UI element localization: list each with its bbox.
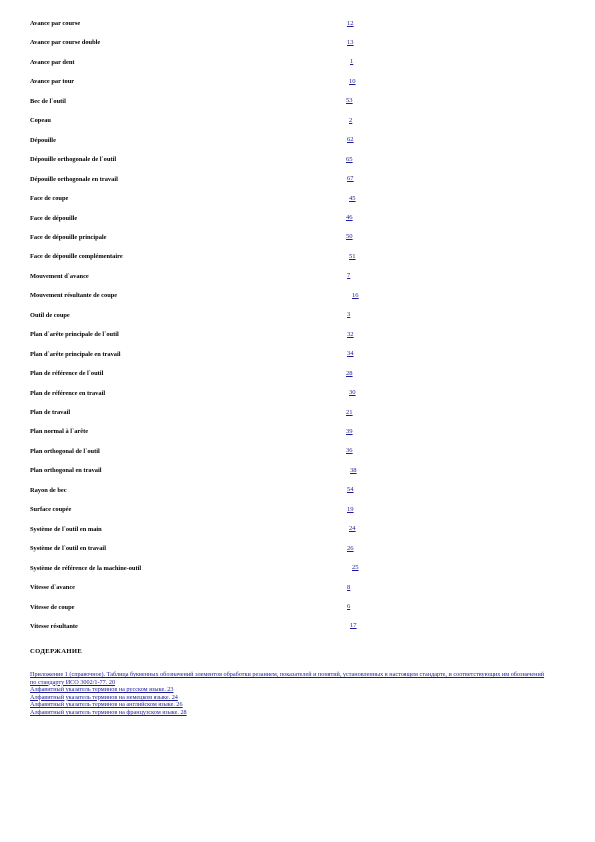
index-term: Avance par tour [30, 78, 75, 86]
index-term: Plan orthogonal de l`outil [30, 447, 100, 455]
index-term: Plan d`arête principale en travail [30, 350, 121, 358]
toc-list [30, 671, 550, 717]
index-term: Face de dépouille [30, 214, 78, 222]
index-page-link[interactable]: 25 [352, 564, 359, 572]
index-term: Vitesse de coupe [30, 603, 75, 611]
index-term: Système de l`outil en travail [30, 545, 106, 553]
index-term: Face de dépouille principale [30, 233, 107, 241]
index-term: Face de dépouille complémentaire [30, 253, 123, 261]
index-page-link[interactable]: 45 [349, 194, 356, 202]
index-page-link[interactable]: 30 [349, 389, 356, 397]
index-page-link[interactable]: 10 [349, 77, 356, 85]
toc-link-russian-index[interactable]: Алфавитный указатель терминов на русском языке. 23 [30, 686, 174, 694]
toc-item[interactable] [30, 701, 550, 709]
index-term: Plan de référence de l`outil [30, 370, 104, 378]
index-page-link[interactable]: 51 [349, 252, 356, 260]
index-page-link[interactable]: 50 [346, 233, 353, 241]
index-term: Système de l`outil en main [30, 525, 102, 533]
toc-link-french-index[interactable]: Алфавитный указатель терминов на французском языке. 28 [30, 708, 187, 716]
index-page-link[interactable]: 62 [347, 136, 354, 144]
index-page-link[interactable]: 53 [346, 97, 353, 105]
index-term: Copeau [30, 117, 51, 125]
index-page-link[interactable]: 6 [347, 603, 351, 610]
index-term: Outil de coupe [30, 311, 70, 319]
index-term: Plan normal à l`arête [30, 428, 89, 436]
index-page-link[interactable]: 19 [347, 505, 354, 513]
index-page-link[interactable]: 7 [347, 272, 351, 280]
toc-item[interactable] [30, 694, 550, 702]
index-term: Bec de l`outil [30, 97, 66, 105]
index-page-link[interactable]: 34 [347, 350, 354, 358]
index-term: Surface coupée [30, 506, 72, 514]
index-page-link[interactable]: 12 [347, 19, 354, 27]
index-term: Dépouille orthogonale en travail [30, 175, 118, 183]
index-page-link[interactable]: 32 [347, 330, 354, 338]
index-page-link[interactable]: 38 [350, 466, 357, 474]
index-term: Dépouille [30, 136, 56, 144]
index-term: Plan orthogonal en travail [30, 467, 102, 475]
toc-link-english-index[interactable]: Алфавитный указатель терминов на английском языке. 26 [30, 701, 183, 709]
index-term: Avance par course [30, 20, 81, 27]
toc-title: СОДЕРЖАНИЕ [30, 648, 83, 655]
index-page-link[interactable]: 39 [346, 427, 353, 435]
index-page-link[interactable]: 65 [346, 155, 353, 163]
toc-link-german-index[interactable]: Алфавитный указатель терминов на немецком языке. 24 [30, 693, 178, 701]
toc-item[interactable] [30, 686, 550, 694]
index-page-link[interactable]: 3 [347, 311, 351, 319]
index-term: Vitesse d`avance [30, 584, 76, 592]
index-term: Face de coupe [30, 195, 69, 203]
index-page-link[interactable]: 46 [346, 214, 353, 221]
index-page-link[interactable]: 1 [350, 58, 354, 66]
index-page-link[interactable]: 21 [346, 408, 353, 416]
toc-item[interactable] [30, 671, 550, 686]
index-page-link[interactable]: 17 [350, 622, 357, 630]
index-term: Rayon de bec [30, 486, 67, 494]
index-page-link[interactable]: 54 [347, 486, 354, 494]
index-page-link[interactable]: 28 [346, 369, 353, 377]
index-term: Plan de référence en travail [30, 389, 106, 397]
index-term: Mouvement d`avance [30, 272, 89, 280]
index-page-link[interactable]: 67 [347, 175, 354, 183]
index-page-link[interactable]: 16 [352, 291, 359, 299]
index-term: Plan de travail [30, 409, 71, 416]
index-page-link[interactable]: 13 [347, 38, 354, 46]
index-term: Vitesse résultante [30, 622, 78, 630]
toc-link-appendix-1[interactable]: Приложение 1 (справочное). Таблица буквенных обозначений элементов обработки резанием, показателей и понятий, установленных в настоящем стандарте, и соответствующих им обозначений по стандарту ИСО 3002/1-77. 20 [30, 671, 545, 686]
index-term: Avance par course double [30, 39, 101, 47]
index-page-link[interactable]: 2 [349, 116, 353, 124]
index-page-link[interactable]: 24 [349, 525, 356, 533]
index-page-link[interactable]: 8 [347, 583, 351, 591]
index-term: Avance par dent [30, 58, 75, 66]
index-term: Mouvement résultante de coupe [30, 292, 118, 300]
index-term: Plan d`arête principale de l`outil [30, 331, 119, 339]
index-page-link[interactable]: 36 [346, 447, 353, 455]
index-term: Dépouille orthogonale de l`outil [30, 156, 117, 164]
index-page-link[interactable]: 26 [347, 544, 354, 552]
index-term: Système de référence de la machine-outil [30, 564, 142, 572]
toc-item[interactable] [30, 709, 550, 717]
